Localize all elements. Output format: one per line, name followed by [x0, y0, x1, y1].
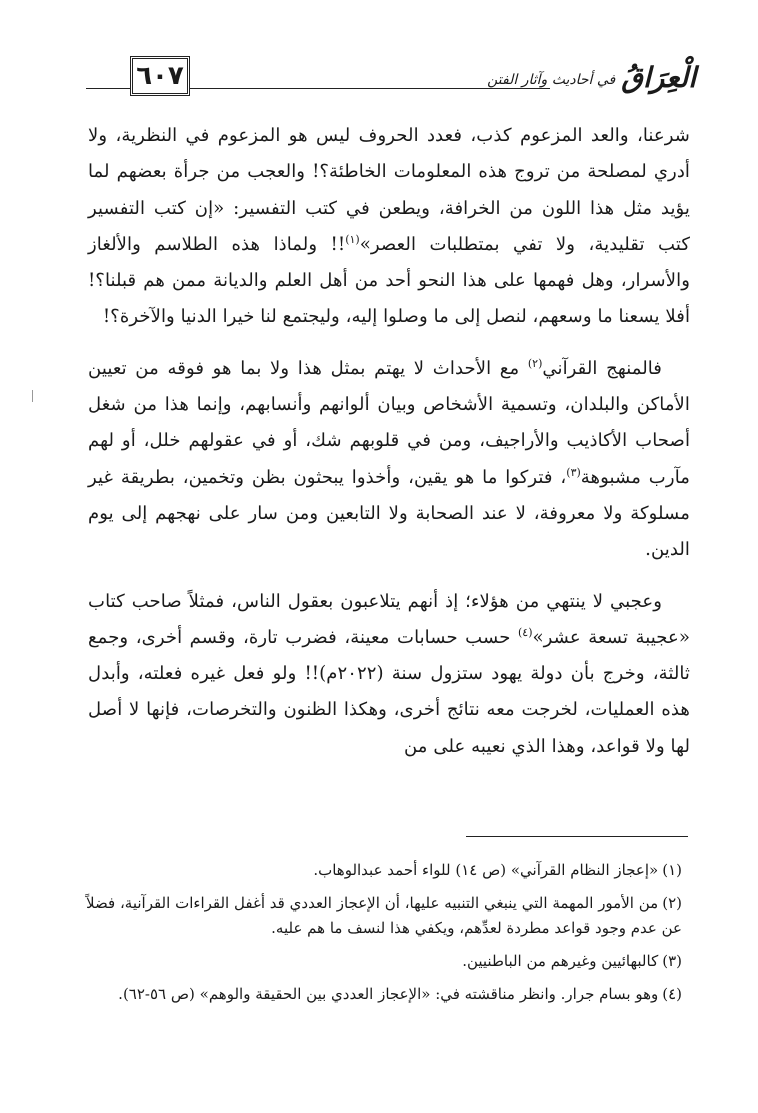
- paragraph-1: [88, 118, 690, 336]
- paragraph-3-text-b: حسب حسابات معينة، فضرب تارة، وقسم أخرى، وجمع ثالثة، وخرج بأن دولة يهود ستزول سنة (٢٠٢٢م)!! ولو فعل غيره فعلته، وأبدل هذه العمليات، لخرجت معه نتائج أخرى، وهكذا الظنون والتخرصات، فإنها لا أصل لها ولا قواعد، وهذا الذي نعيبه على من: [88, 626, 690, 757]
- main-text: [88, 118, 690, 780]
- footnote-number: (٤): [662, 985, 682, 1003]
- paragraph-3-text-a: وعجبي لا ينتهي من هؤلاء؛ إذ أنهم يتلاعبون بعقول الناس، فمثلاً صاحب كتاب «عجيبة تسعة عشر»: [88, 590, 691, 648]
- footnote-text: كالبهائيين وغيرهم من الباطنيين.: [462, 952, 659, 970]
- footnote-number: (٣): [662, 952, 682, 970]
- running-title-main: الْعِرَاقُ: [621, 61, 696, 94]
- footnote-number: (٢): [662, 894, 682, 912]
- footnote-ref-4: (٤): [518, 625, 533, 639]
- paragraph-2: [88, 351, 690, 569]
- paragraph-2-text-a: فالمنهج القرآني: [542, 357, 662, 379]
- margin-mark: [32, 390, 35, 402]
- page-number: ٦٠٧: [130, 56, 190, 96]
- footnote-2: [86, 891, 690, 941]
- page-header: [86, 52, 696, 100]
- footnote-text: وهو بسام جرار. وانظر مناقشته في: «الإعجاز العددي بين الحقيقة والوهم» (ص ٥٦-٦٢).: [118, 985, 659, 1003]
- running-title: [480, 54, 696, 94]
- header-rule-left: [86, 88, 130, 89]
- footnote-ref-2: (٢): [527, 356, 543, 370]
- paragraph-2-text-b: مع الأحداث لا يهتم بمثل هذا ولا بما هو فوقه من تعيين الأماكن والبلدان، وتسمية الأشخاص وبيان ألوانهم وأنسابهم، وإنما هذا من شغل أصحاب الأكاذيب والأراجيف، ومن في قلوبهم شك، أو في عقولهم خلل، أو لهم مآرب مشبوهة: [88, 357, 690, 488]
- footnote-ref-3: (٣): [566, 465, 581, 479]
- footnotes: [86, 858, 690, 1015]
- running-title-sub: في أحاديث وآثار الفتن: [487, 72, 616, 88]
- footnote-text: من الأمور المهمة التي ينبغي التنبيه عليها، أن الإعجاز العددي قد أغفل القراءات القرآنية، فضلاً عن عدم وجود قواعد مطردة لعدِّهم، ويكفي هذا لنسف ما هم عليه.: [86, 894, 682, 937]
- footnote-ref-1: (١): [345, 232, 360, 246]
- footnote-4: [86, 982, 690, 1007]
- footnote-3: [86, 949, 690, 974]
- paragraph-1-text-b: !! ولماذا هذه الطلاسم والألغاز والأسرار، وهل فهمها على هذا النحو أحد من أهل العلم والديانة ممن هم قبلنا؟! أفلا يسعنا ما وسعهم، لنصل إلى ما وصلوا إليه، وليجتمع لنا خيرا الدنيا والآخرة؟!: [88, 233, 690, 328]
- footnote-1: [86, 858, 690, 883]
- paragraph-2-text-c: ، فتركوا ما هو يقين، وأخذوا يبحثون بظن وتخمين، بطريقة غير مسلوكة ولا معروفة، لا عند الصحابة ولا التابعين ومن سار على نهجهم إلى يوم الدين.: [88, 466, 690, 561]
- paragraph-1-text-a: شرعنا، والعد المزعوم كذب، فعدد الحروف ليس هو المزعوم في النظرية، ولا أدري لمصلحة من تروج هذه المعلومات الخاطئة؟! والعجب من جرأة بعضهم لما يؤيد مثل هذا اللون من الخرافة، ويطعن في كتب التفسير: «إن كتب التفسير كتب تقليدية، ولا تفي بمتطلبات العصر»: [88, 125, 690, 255]
- footnote-number: (١): [662, 861, 682, 879]
- footnote-text: «إعجاز النظام القرآني» (ص ١٤) للواء أحمد عبدالوهاب.: [313, 861, 659, 879]
- paragraph-3: [88, 584, 690, 765]
- footnote-divider: [466, 836, 688, 837]
